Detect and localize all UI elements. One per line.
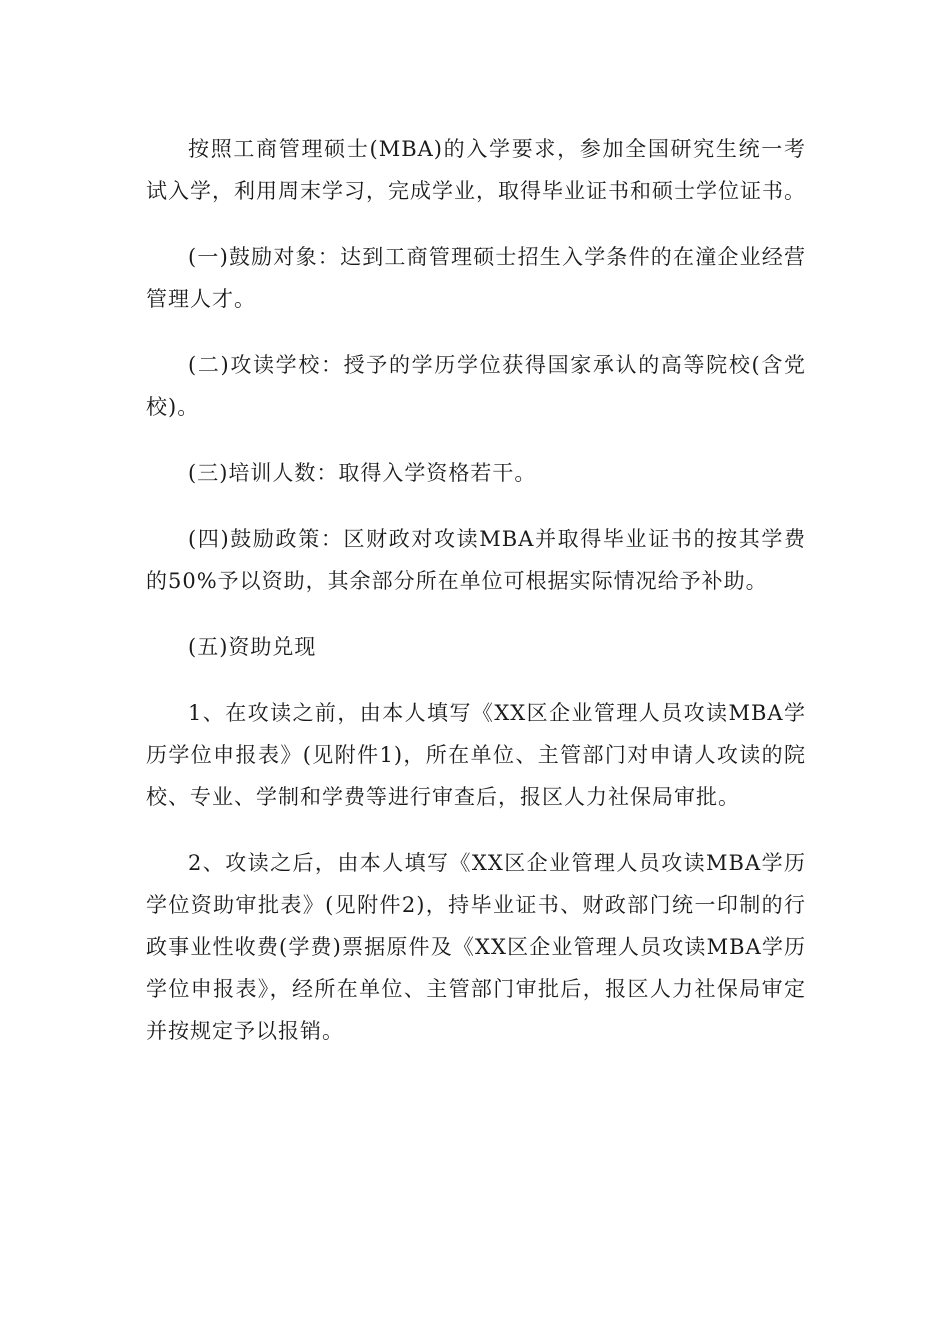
paragraph-quota: (三)培训人数：取得入学资格若干。 (188, 461, 537, 485)
paragraph-step-2: 2、攻读之后，由本人填写《XX区企业管理人员攻读MBA学历学位资助审批表》(见附件2)，持毕业证书、财政部门统一印制的行政事业性收费(学费)票据原件及《XX区企业管理人员攻读MBA学历学位申报表》，经所在单位、主管部门审批后，报区人力社保局审定并按规定予以报销。 (146, 851, 806, 1043)
paragraph-policy: (四)鼓励政策：区财政对攻读MBA并取得毕业证书的按其学费的50%予以资助，其余部分所在单位可根据实际情况给予补助。 (146, 527, 806, 593)
paragraph-funding-heading: (五)资助兑现 (188, 635, 317, 659)
paragraph-intro: 按照工商管理硕士(MBA)的入学要求，参加全国研究生统一考试入学，利用周末学习，完成学业，取得毕业证书和硕士学位证书。 (146, 137, 806, 203)
paragraph-school: (二)攻读学校：授予的学历学位获得国家承认的高等院校(含党校)。 (146, 353, 806, 419)
document-body (146, 128, 806, 1076)
paragraph-step-1: 1、在攻读之前，由本人填写《XX区企业管理人员攻读MBA学历学位申报表》(见附件1)，所在单位、主管部门对申请人攻读的院校、专业、学制和学费等进行审查后，报区人力社保局审批。 (146, 701, 806, 809)
paragraph-target: (一)鼓励对象：达到工商管理硕士招生入学条件的在潼企业经营管理人才。 (146, 245, 806, 311)
